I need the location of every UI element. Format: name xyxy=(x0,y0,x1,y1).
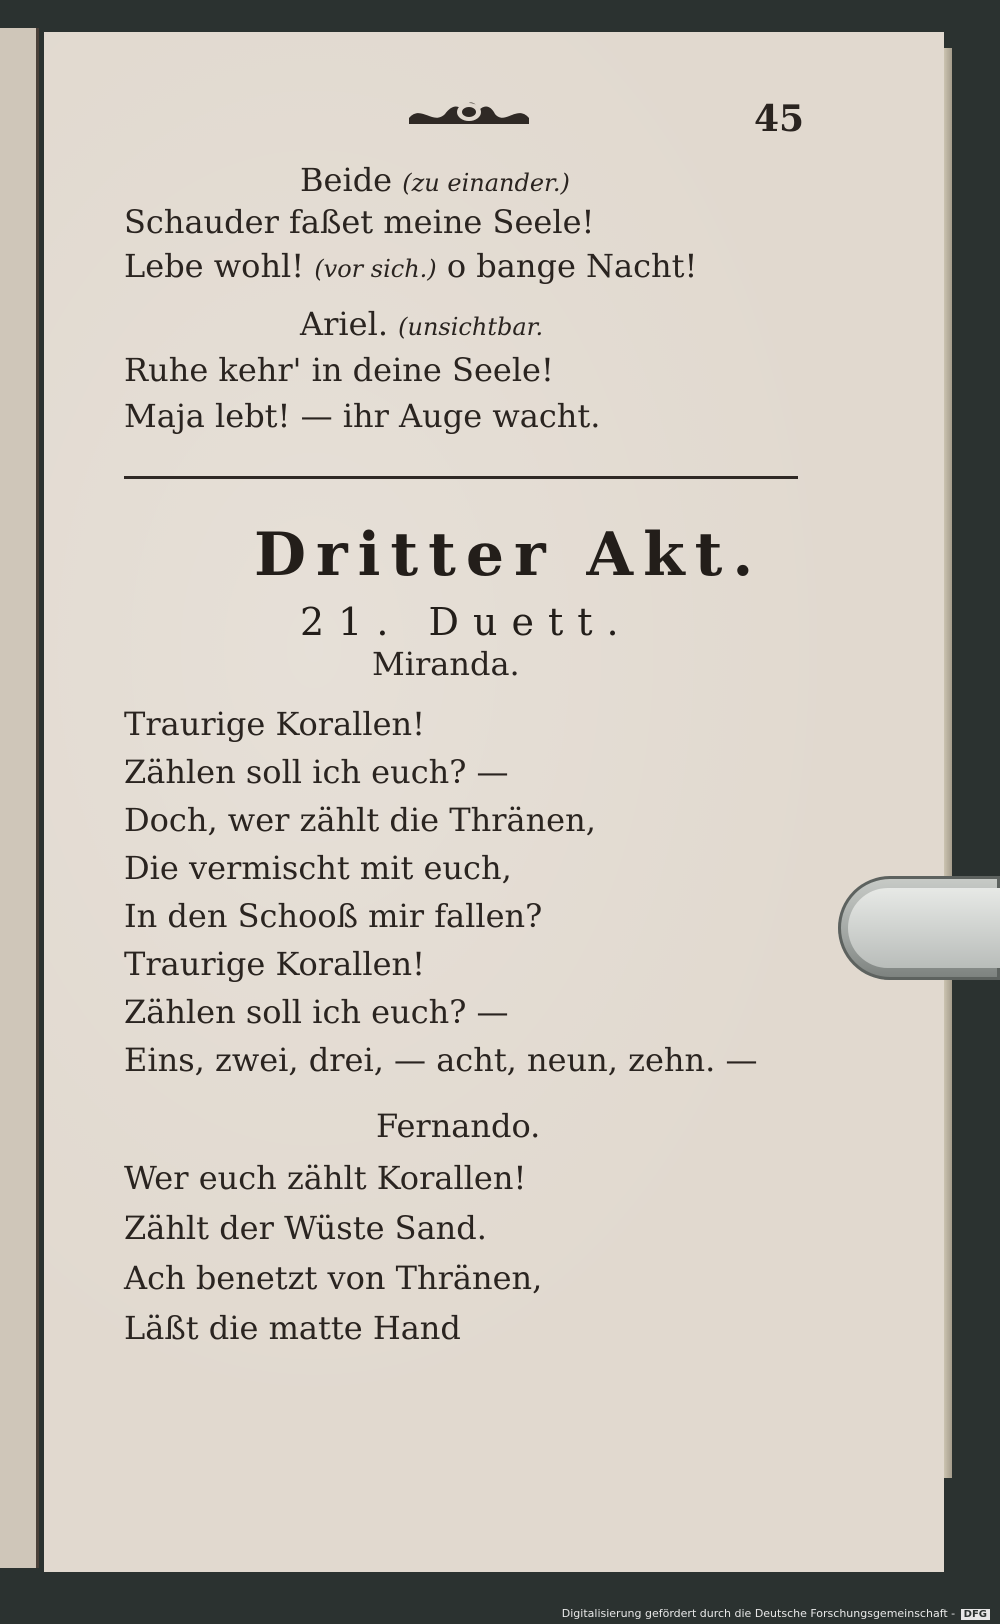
speaker-beide-line xyxy=(300,162,570,201)
verse-line: Zählen soll ich euch? — xyxy=(124,993,509,1031)
verse-line: Eins, zwei, drei, — acht, neun, zehn. — xyxy=(124,1041,758,1079)
verse-line-with-direction xyxy=(124,248,697,287)
speaker-miranda: Miranda. xyxy=(372,645,520,683)
scanner-clip-highlight xyxy=(848,888,1000,968)
page-number: 45 xyxy=(754,98,805,140)
verse-line: Zählen soll ich euch? — xyxy=(124,753,509,791)
credit-text: Digitalisierung gefördert durch die Deutsche Forschungsgemeinschaft - xyxy=(561,1607,956,1620)
verse-text: o bange Nacht! xyxy=(446,247,698,285)
verse-text: Lebe wohl! xyxy=(124,247,305,285)
verse-line: Traurige Korallen! xyxy=(124,705,426,743)
verse-line: Maja lebt! — ihr Auge wacht. xyxy=(124,397,601,435)
verse-line: Wer euch zählt Korallen! xyxy=(124,1159,527,1197)
speaker-name: Ariel. xyxy=(300,305,388,343)
verse-line: Ach benetzt von Thränen, xyxy=(124,1259,543,1297)
stage-direction: (unsichtbar. xyxy=(398,313,544,341)
speaker-fernando: Fernando. xyxy=(376,1107,541,1145)
piece-number-title: 21. Duett. xyxy=(300,600,633,644)
verse-line: In den Schooß mir fallen? xyxy=(124,897,543,935)
verse-line: Doch, wer zählt die Thränen, xyxy=(124,801,596,839)
facing-page-edge xyxy=(0,28,39,1568)
verse-line: Die vermischt mit euch, xyxy=(124,849,512,887)
printer-ornament-icon xyxy=(405,96,533,130)
speaker-name: Beide xyxy=(300,161,393,199)
verse-line: Zählt der Wüste Sand. xyxy=(124,1209,487,1247)
stage-direction: (zu einander.) xyxy=(402,169,570,197)
verse-line: Schauder faßet meine Seele! xyxy=(124,203,595,241)
speaker-ariel-line xyxy=(300,306,543,345)
digitization-credit xyxy=(562,1607,990,1620)
verse-line: Ruhe kehr' in deine Seele! xyxy=(124,351,554,389)
act-title: Dritter Akt. xyxy=(254,520,764,590)
section-divider xyxy=(124,476,798,479)
verse-line: Läßt die matte Hand xyxy=(124,1309,461,1347)
dfg-logo: DFG xyxy=(961,1609,990,1620)
verse-line: Traurige Korallen! xyxy=(124,945,426,983)
stage-direction: (vor sich.) xyxy=(314,255,437,283)
